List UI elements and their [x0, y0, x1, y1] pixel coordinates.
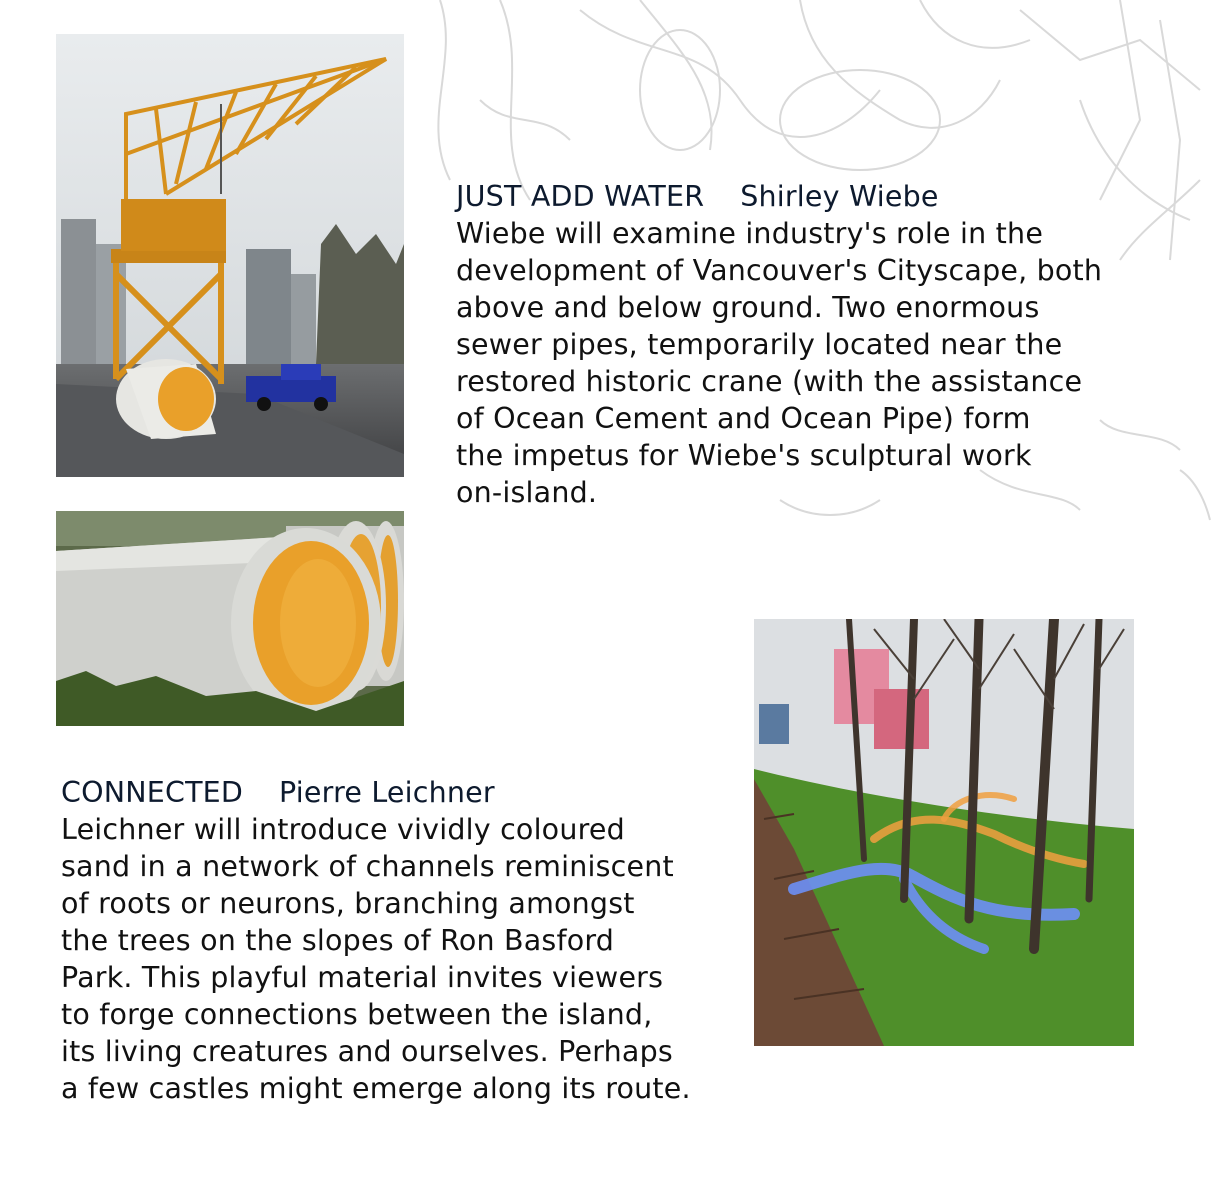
body-line: above and below ground. Two enormous [456, 291, 1040, 324]
body-line: Leichner will introduce vividly coloured [61, 813, 625, 846]
section-title: JUST ADD WATER [456, 180, 705, 213]
sewer-pipes-photo [56, 511, 404, 726]
body-line: to forge connections between the island, [61, 998, 653, 1031]
section-heading [61, 774, 761, 811]
body-line: Park. This playful material invites viewers [61, 961, 664, 994]
body-line: a few castles might emerge along its route. [61, 1072, 691, 1105]
park-sand-channels-photo [754, 619, 1134, 1046]
body-line: of roots or neurons, branching amongst [61, 887, 635, 920]
body-line: sewer pipes, temporarily located near the [456, 328, 1063, 361]
body-line: of Ocean Cement and Ocean Pipe) form [456, 402, 1031, 435]
artist-name: Shirley Wiebe [740, 180, 939, 213]
section-connected [61, 774, 761, 1107]
section-heading [456, 178, 1196, 215]
artist-name: Pierre Leichner [279, 776, 495, 809]
section-just-add-water [456, 178, 1196, 511]
crane-photo [56, 34, 404, 477]
body-line: the impetus for Wiebe's sculptural work [456, 439, 1032, 472]
body-line: on-island. [456, 476, 598, 509]
body-line: restored historic crane (with the assistance [456, 365, 1083, 398]
body-line: Wiebe will examine industry's role in the [456, 217, 1044, 250]
section-title: CONNECTED [61, 776, 244, 809]
body-line: sand in a network of channels reminiscent [61, 850, 674, 883]
body-line: development of Vancouver's Cityscape, both [456, 254, 1103, 287]
body-line: its living creatures and ourselves. Perhaps [61, 1035, 673, 1068]
body-line: the trees on the slopes of Ron Basford [61, 924, 615, 957]
